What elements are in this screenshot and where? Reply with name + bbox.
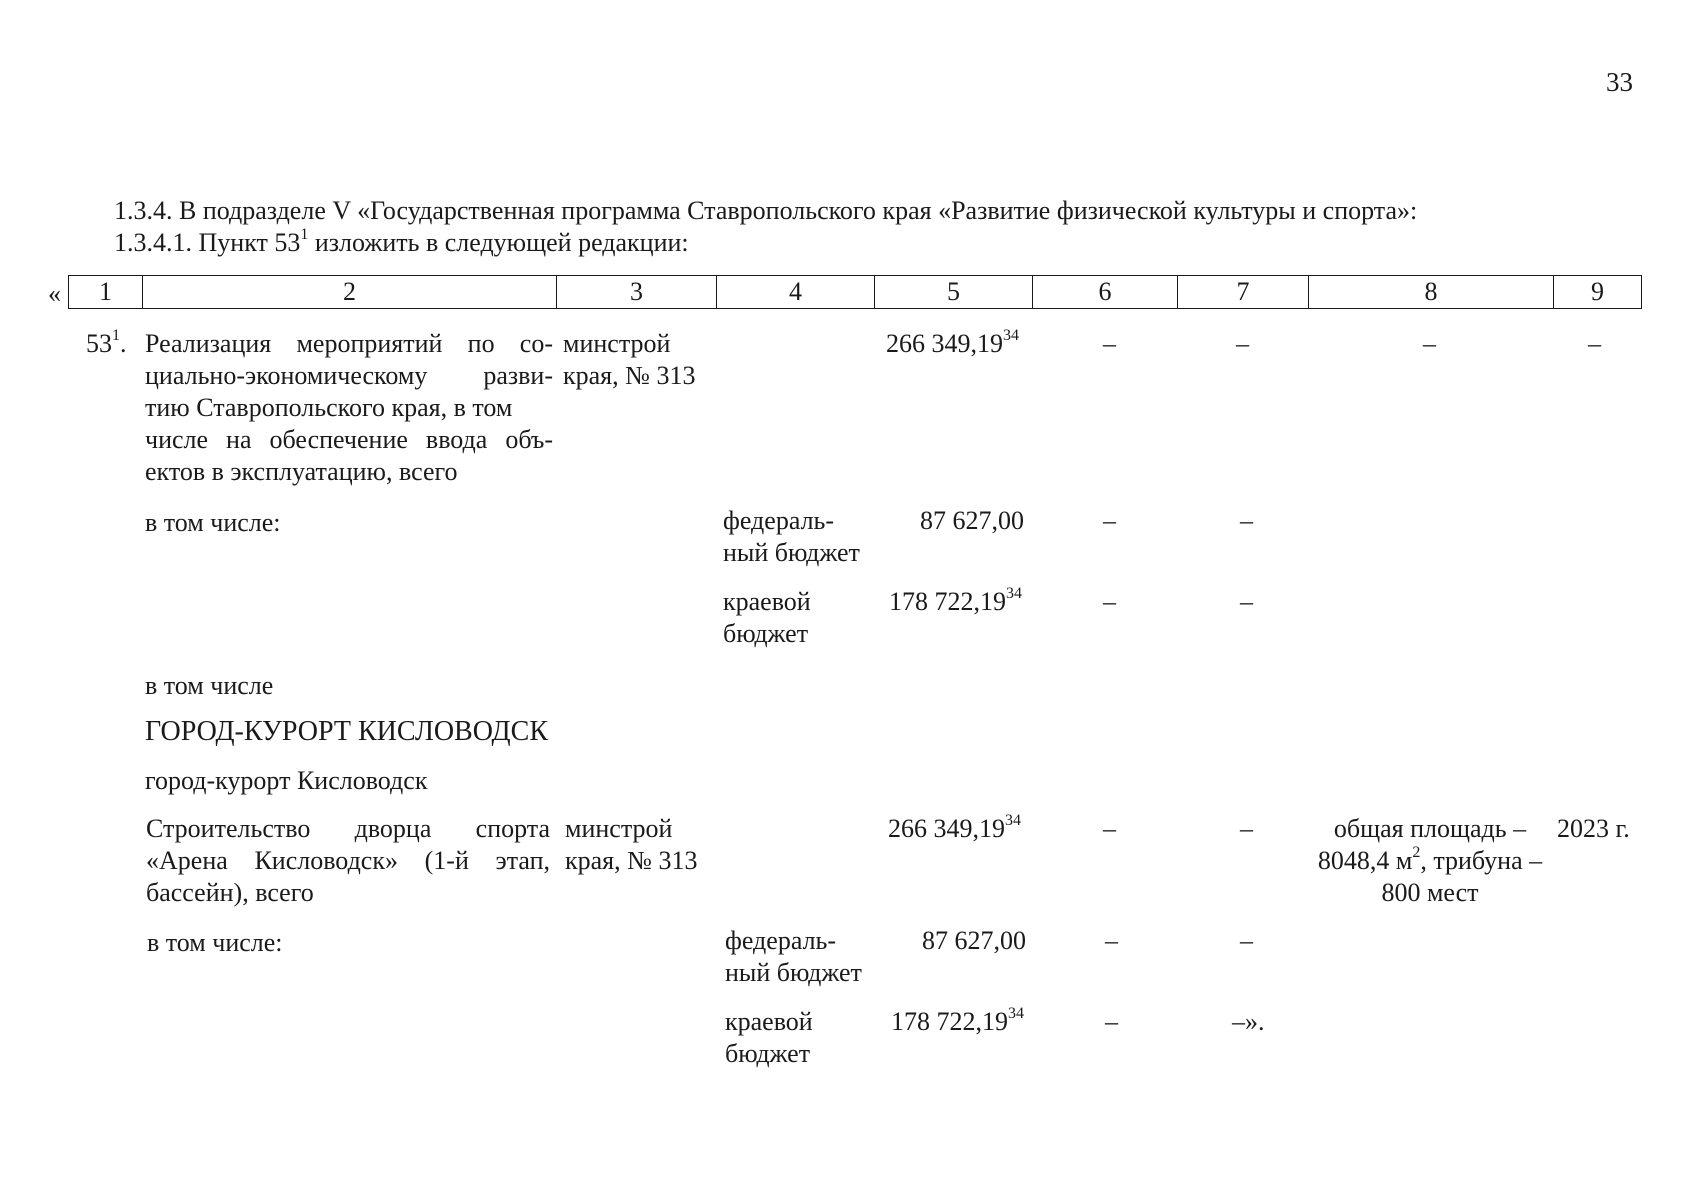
page-number: 33 — [1606, 67, 1633, 97]
project-year: 2023 г. — [1557, 814, 1630, 843]
project-federal-col7-dash: – — [1240, 926, 1253, 955]
item-col9-dash: – — [1588, 329, 1601, 358]
header-col-9: 9 — [1554, 276, 1642, 309]
item-col6-dash: – — [1103, 329, 1116, 358]
project-title: Строительство дворца спорта «Арена Кисловодск» (1-й этап, бассейн), всего — [146, 814, 550, 907]
project-capacity: общая площадь – 8048,4 $м^2$, трибуна – 800 мест — [1317, 814, 1543, 907]
item-number: $53^1$. — [86, 327, 127, 358]
project-col7-dash: – — [1240, 814, 1253, 843]
item-regional-col6-dash: – — [1103, 587, 1116, 616]
item-total-amount: 266 349,19$^{34}$ — [886, 327, 1019, 358]
header-col-7: 7 — [1178, 276, 1309, 309]
item-federal-amount: 87 627,00 — [920, 506, 1024, 535]
item-federal-col7-dash: – — [1240, 506, 1253, 535]
header-col-6: 6 — [1033, 276, 1178, 309]
project-regional-label: краевой бюджет — [725, 1007, 813, 1068]
item-regional-col7-dash: – — [1240, 587, 1253, 616]
item-regional-label: краевой бюджет — [723, 587, 811, 648]
project-federal-amount: 87 627,00 — [922, 926, 1026, 955]
project-regional-col6-dash: – — [1105, 1007, 1118, 1036]
city-heading: ГОРОД-КУРОРТ КИСЛОВОДСК — [145, 716, 549, 747]
intro-line-2: 1.3.4.1. Пункт $53^1$ изложить в следующей редакции: — [114, 226, 689, 257]
city-name: город-курорт Кисловодск — [145, 766, 428, 795]
header-col-2: 2 — [143, 276, 557, 309]
column-number-header — [68, 275, 1642, 309]
header-col-5: 5 — [875, 276, 1033, 309]
project-federal-label: федераль- ный бюджет — [725, 926, 862, 987]
intro-line-1: 1.3.4. В подразделе V «Государственная программа Ставропольского края «Развитие физической культуры и спорта»: — [114, 196, 1418, 225]
project-incl-label: в том числе: — [147, 928, 283, 957]
project-col6-dash: – — [1103, 814, 1116, 843]
item-incl-label: в том числе: — [145, 508, 281, 537]
item-col8-dash: – — [1423, 329, 1436, 358]
closing-quote: –». — [1232, 1007, 1265, 1036]
opening-quote: « — [48, 279, 61, 308]
header-col-1: 1 — [69, 276, 143, 309]
item-regional-amount: 178 722,19$^{34}$ — [889, 585, 1022, 616]
item-federal-col6-dash: – — [1103, 506, 1116, 535]
header-col-8: 8 — [1309, 276, 1554, 309]
project-regional-amount: 178 722,19$^{34}$ — [891, 1005, 1024, 1036]
item-col7-dash: – — [1236, 329, 1249, 358]
project-executor: минстрой края, № 313 — [565, 814, 698, 875]
project-total-amount: 266 349,19$^{34}$ — [888, 812, 1021, 843]
item-federal-label: федераль- ный бюджет — [723, 506, 860, 567]
project-federal-col6-dash: – — [1105, 926, 1118, 955]
incl-subheading: в том числе — [145, 671, 274, 700]
item-title: Реализация мероприятий по со- циально-экономическому разви- тию Ставропольского края, в том числе на обеспечение ввода объ- ектов в эксплуатацию, всего — [145, 329, 553, 486]
header-col-4: 4 — [717, 276, 875, 309]
header-col-3: 3 — [557, 276, 717, 309]
item-executor: минстрой края, № 313 — [563, 329, 696, 390]
